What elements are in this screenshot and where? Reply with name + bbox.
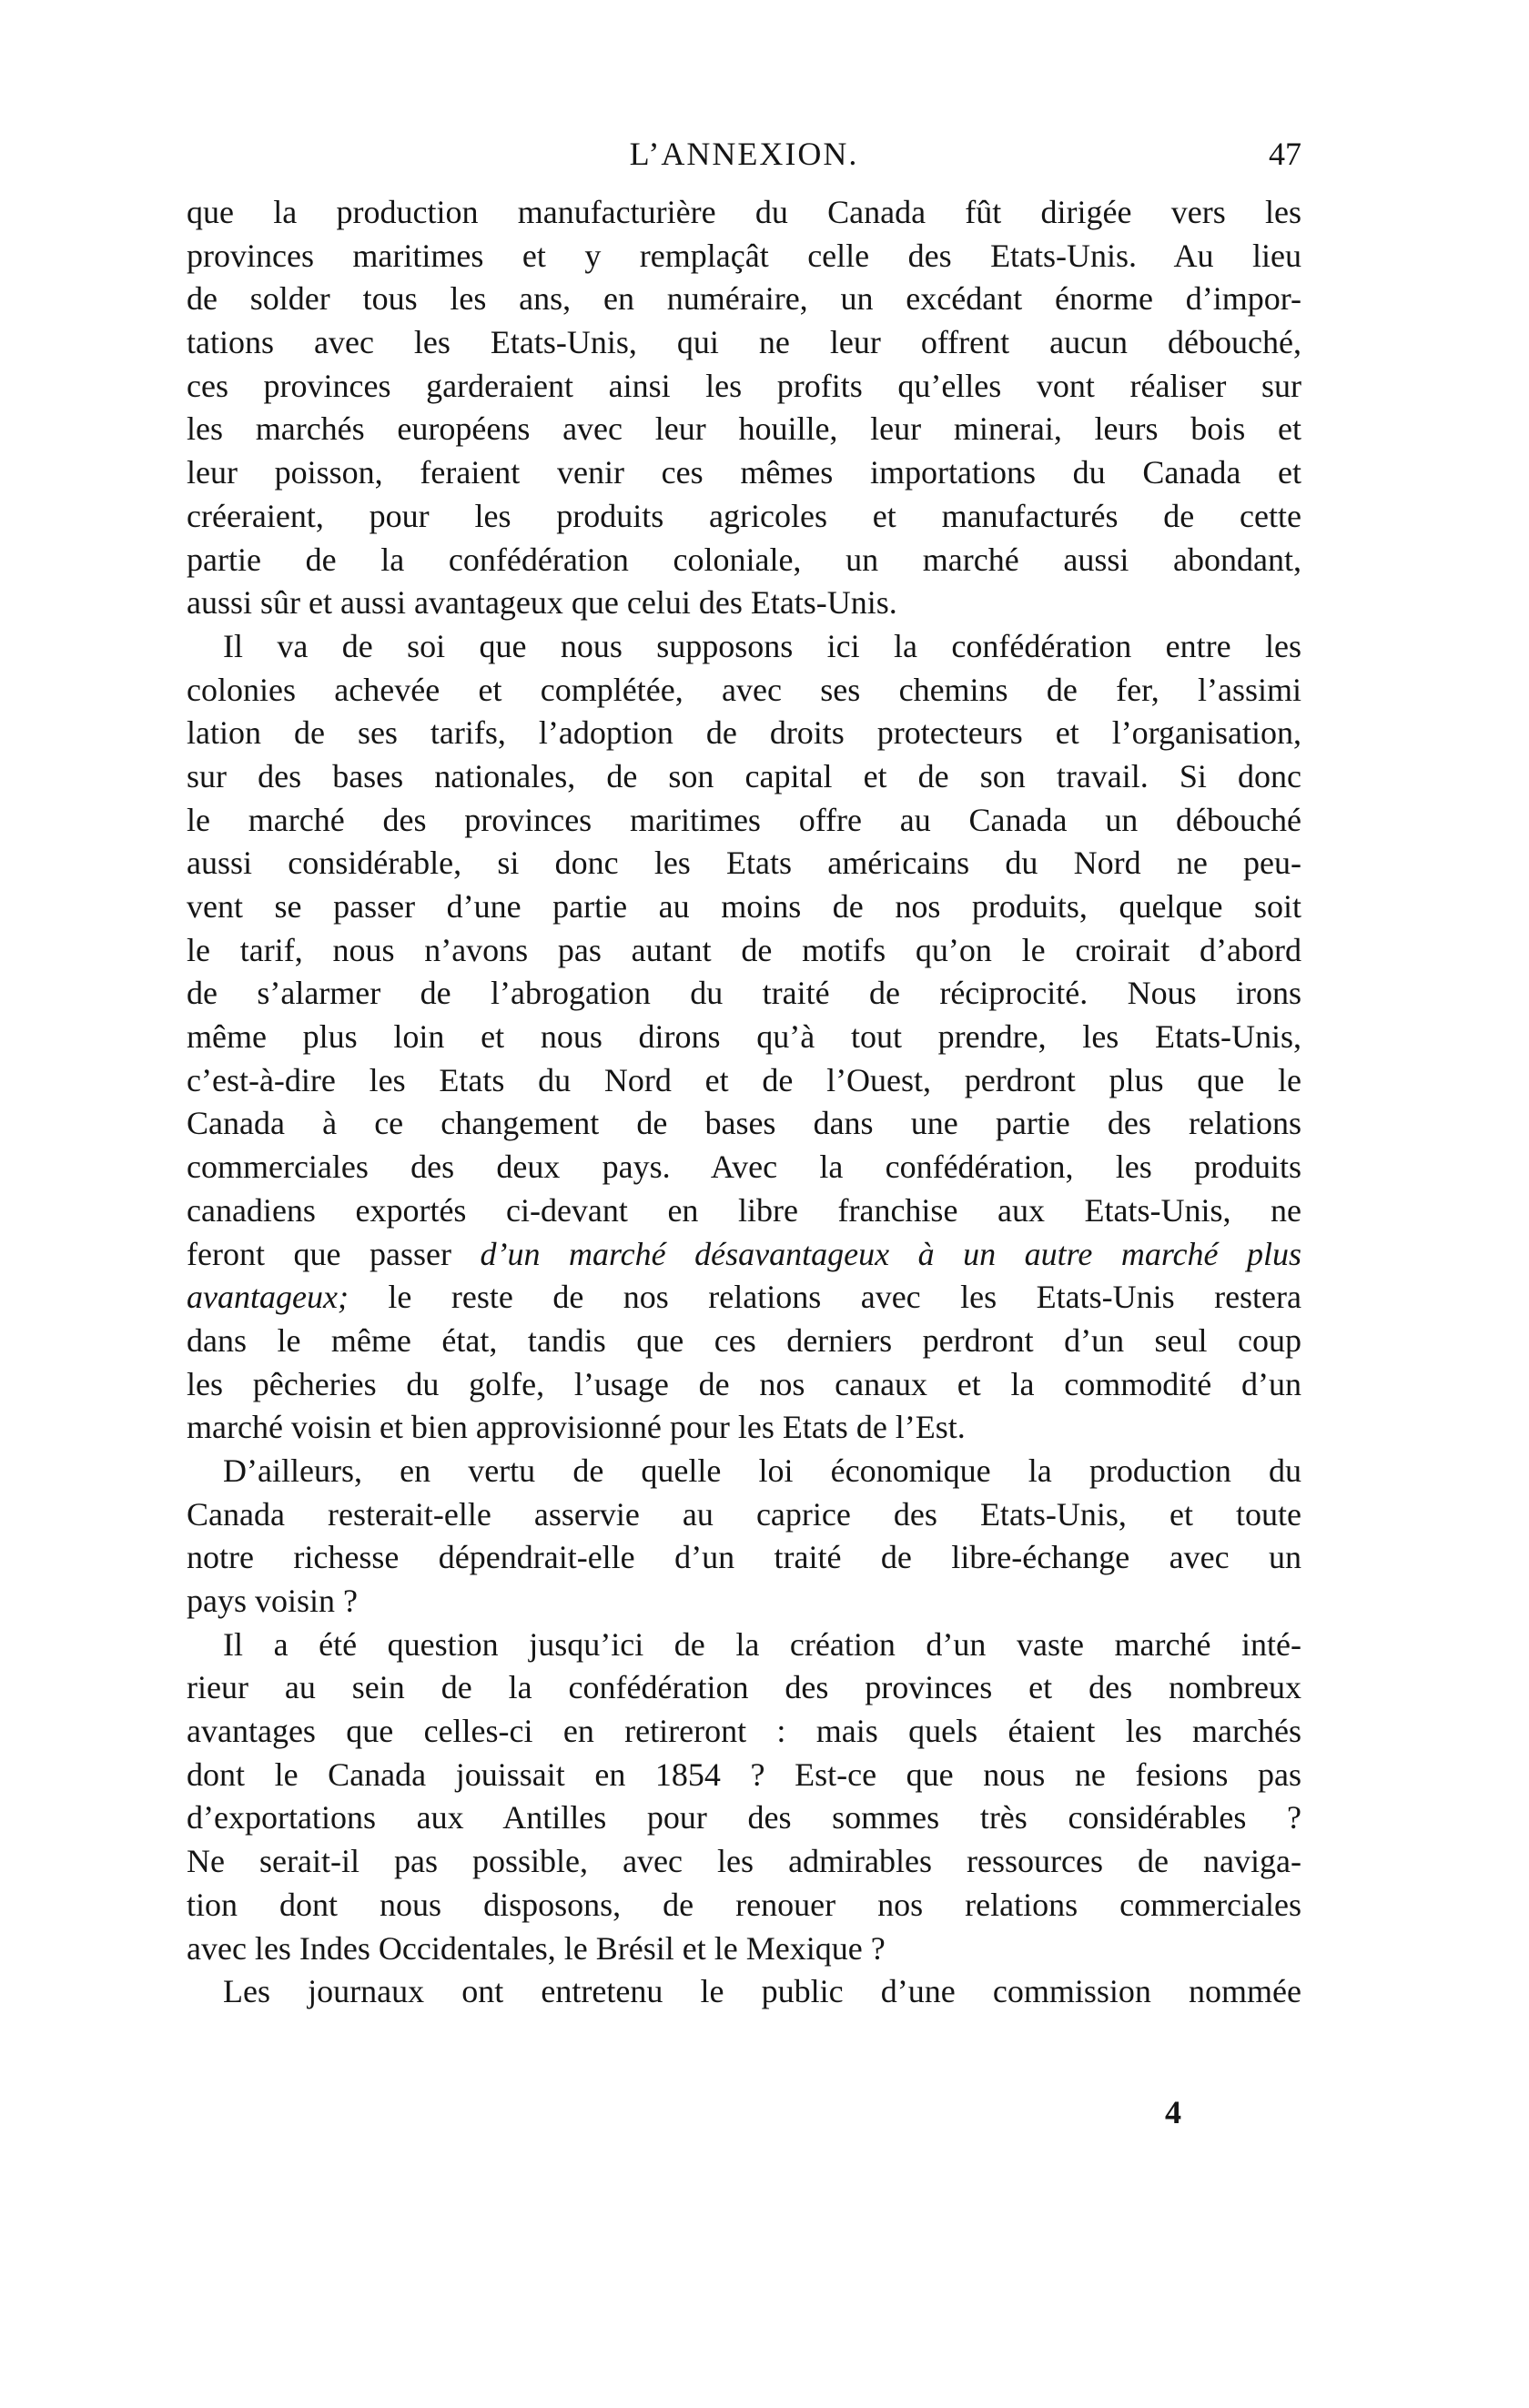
text-line: partie de la confédération coloniale, un marché aussi abondant, bbox=[187, 541, 1301, 578]
text-line: colonies achevée et complétée, avec ses chemins de fer, l’assimi bbox=[187, 671, 1301, 708]
text-line: c’est-à-dire les Etats du Nord et de l’Ouest, perdront plus que le bbox=[187, 1061, 1301, 1098]
text-line: dont le Canada jouissait en 1854 ? Est-ce que nous ne fesions pas bbox=[187, 1755, 1301, 1793]
running-title: L’ANNEXION. bbox=[629, 136, 859, 172]
italic-phrase: avantageux; bbox=[187, 1279, 349, 1316]
text-line: sur des bases nationales, de son capital et de son travail. Si donc bbox=[187, 757, 1301, 794]
text-line: pays voisin ? bbox=[187, 1583, 358, 1619]
text-line: les pêcheries du golfe, l’usage de nos canaux et la commodité d’un bbox=[187, 1365, 1301, 1402]
paragraph-4 bbox=[187, 1624, 1301, 1971]
text-line: le tarif, nous n’avons pas autant de motifs qu’on le croirait d’abord bbox=[187, 931, 1301, 968]
paragraph-5 bbox=[187, 1970, 1301, 2014]
italic-phrase: d’un marché désavantageux à un autre marché plus bbox=[480, 1235, 1301, 1272]
text-line: Ne serait-il pas possible, avec les admirables ressources de naviga- bbox=[187, 1843, 1301, 1880]
text-line: vent se passer d’une partie au moins de nos produits, quelque soit bbox=[187, 888, 1301, 925]
text-line: rieur au sein de la confédération des provinces et des nombreux bbox=[187, 1669, 1301, 1706]
text-line: provinces maritimes et y remplaçât celle des Etats-Unis. Au lieu bbox=[187, 237, 1301, 274]
text-line-with-italic bbox=[187, 1276, 1301, 1320]
text-line: leur poisson, feraient venir ces mêmes importations du Canada et bbox=[187, 454, 1301, 491]
signature-mark: 4 bbox=[1165, 2094, 1181, 2130]
text-line: créeraient, pour les produits agricoles et manufacturés de cette bbox=[187, 497, 1301, 534]
paragraph-3 bbox=[187, 1450, 1301, 1624]
text-line: Canada à ce changement de bases dans une partie des relations bbox=[187, 1105, 1301, 1142]
text-line: notre richesse dépendrait-elle d’un traité de libre-échange avec un bbox=[187, 1539, 1301, 1576]
text-line-with-italic bbox=[187, 1233, 1301, 1277]
text-line: tion dont nous disposons, de renouer nos relations commerciales bbox=[187, 1886, 1301, 1923]
text-line: ces provinces garderaient ainsi les profits qu’elles vont réaliser sur bbox=[187, 367, 1301, 404]
text-line: canadiens exportés ci-devant en libre franchise aux Etats-Unis, ne bbox=[187, 1191, 1301, 1229]
body-text bbox=[187, 191, 1301, 2014]
text-line: le marché des provinces maritimes offre au Canada un débouché bbox=[187, 801, 1301, 838]
paragraph-1 bbox=[187, 191, 1301, 625]
text-line: Les journaux ont entretenu le public d’une commission nommée bbox=[223, 1973, 1301, 2010]
text-run: feront que passer bbox=[187, 1235, 481, 1272]
text-line: aussi sûr et aussi avantageux que celui des Etats-Unis. bbox=[187, 584, 897, 622]
page-header bbox=[187, 135, 1301, 180]
text-line: dans le même état, tandis que ces derniers perdront d’un seul coup bbox=[187, 1321, 1301, 1359]
text-line: les marchés européens avec leur houille, leur minerai, leurs bois et bbox=[187, 410, 1301, 448]
text-run: le reste de nos relations avec les Etats-Unis restera bbox=[348, 1279, 1301, 1316]
paragraph-2 bbox=[187, 625, 1301, 1450]
text-line: d’exportations aux Antilles pour des sommes très considérables ? bbox=[187, 1799, 1301, 1836]
text-line: Canada resterait-elle asservie au caprice des Etats-Unis, et toute bbox=[187, 1495, 1301, 1533]
page-number: 47 bbox=[1269, 136, 1301, 172]
text-line: avantages que celles-ci en retireront : mais quels étaient les marchés bbox=[187, 1713, 1301, 1750]
text-line: de solder tous les ans, en numéraire, un excédant énorme d’impor- bbox=[187, 280, 1301, 318]
text-line: que la production manufacturière du Canada fût dirigée vers les bbox=[187, 194, 1301, 230]
text-line: avec les Indes Occidentales, le Brésil et le Mexique ? bbox=[187, 1929, 886, 1967]
text-line: lation de ses tarifs, l’adoption de droits protecteurs et l’organisation, bbox=[187, 714, 1301, 752]
text-line: D’ailleurs, en vertu de quelle loi économique la production du bbox=[223, 1452, 1301, 1489]
text-line: aussi considérable, si donc les Etats américains du Nord ne peu- bbox=[187, 845, 1301, 882]
text-line: tations avec les Etats-Unis, qui ne leur offrent aucun débouché, bbox=[187, 324, 1301, 361]
text-line: de s’alarmer de l’abrogation du traité de réciprocité. Nous irons bbox=[187, 975, 1301, 1012]
text-line: marché voisin et bien approvisionné pour les Etats de l’Est. bbox=[187, 1409, 966, 1446]
text-line: Il va de soi que nous supposons ici la confédération entre les bbox=[223, 627, 1301, 664]
text-line: Il a été question jusqu’ici de la création d’un vaste marché inté- bbox=[223, 1625, 1301, 1663]
text-line: commerciales des deux pays. Avec la confédération, les produits bbox=[187, 1148, 1301, 1186]
text-line: même plus loin et nous dirons qu’à tout prendre, les Etats-Unis, bbox=[187, 1018, 1301, 1056]
